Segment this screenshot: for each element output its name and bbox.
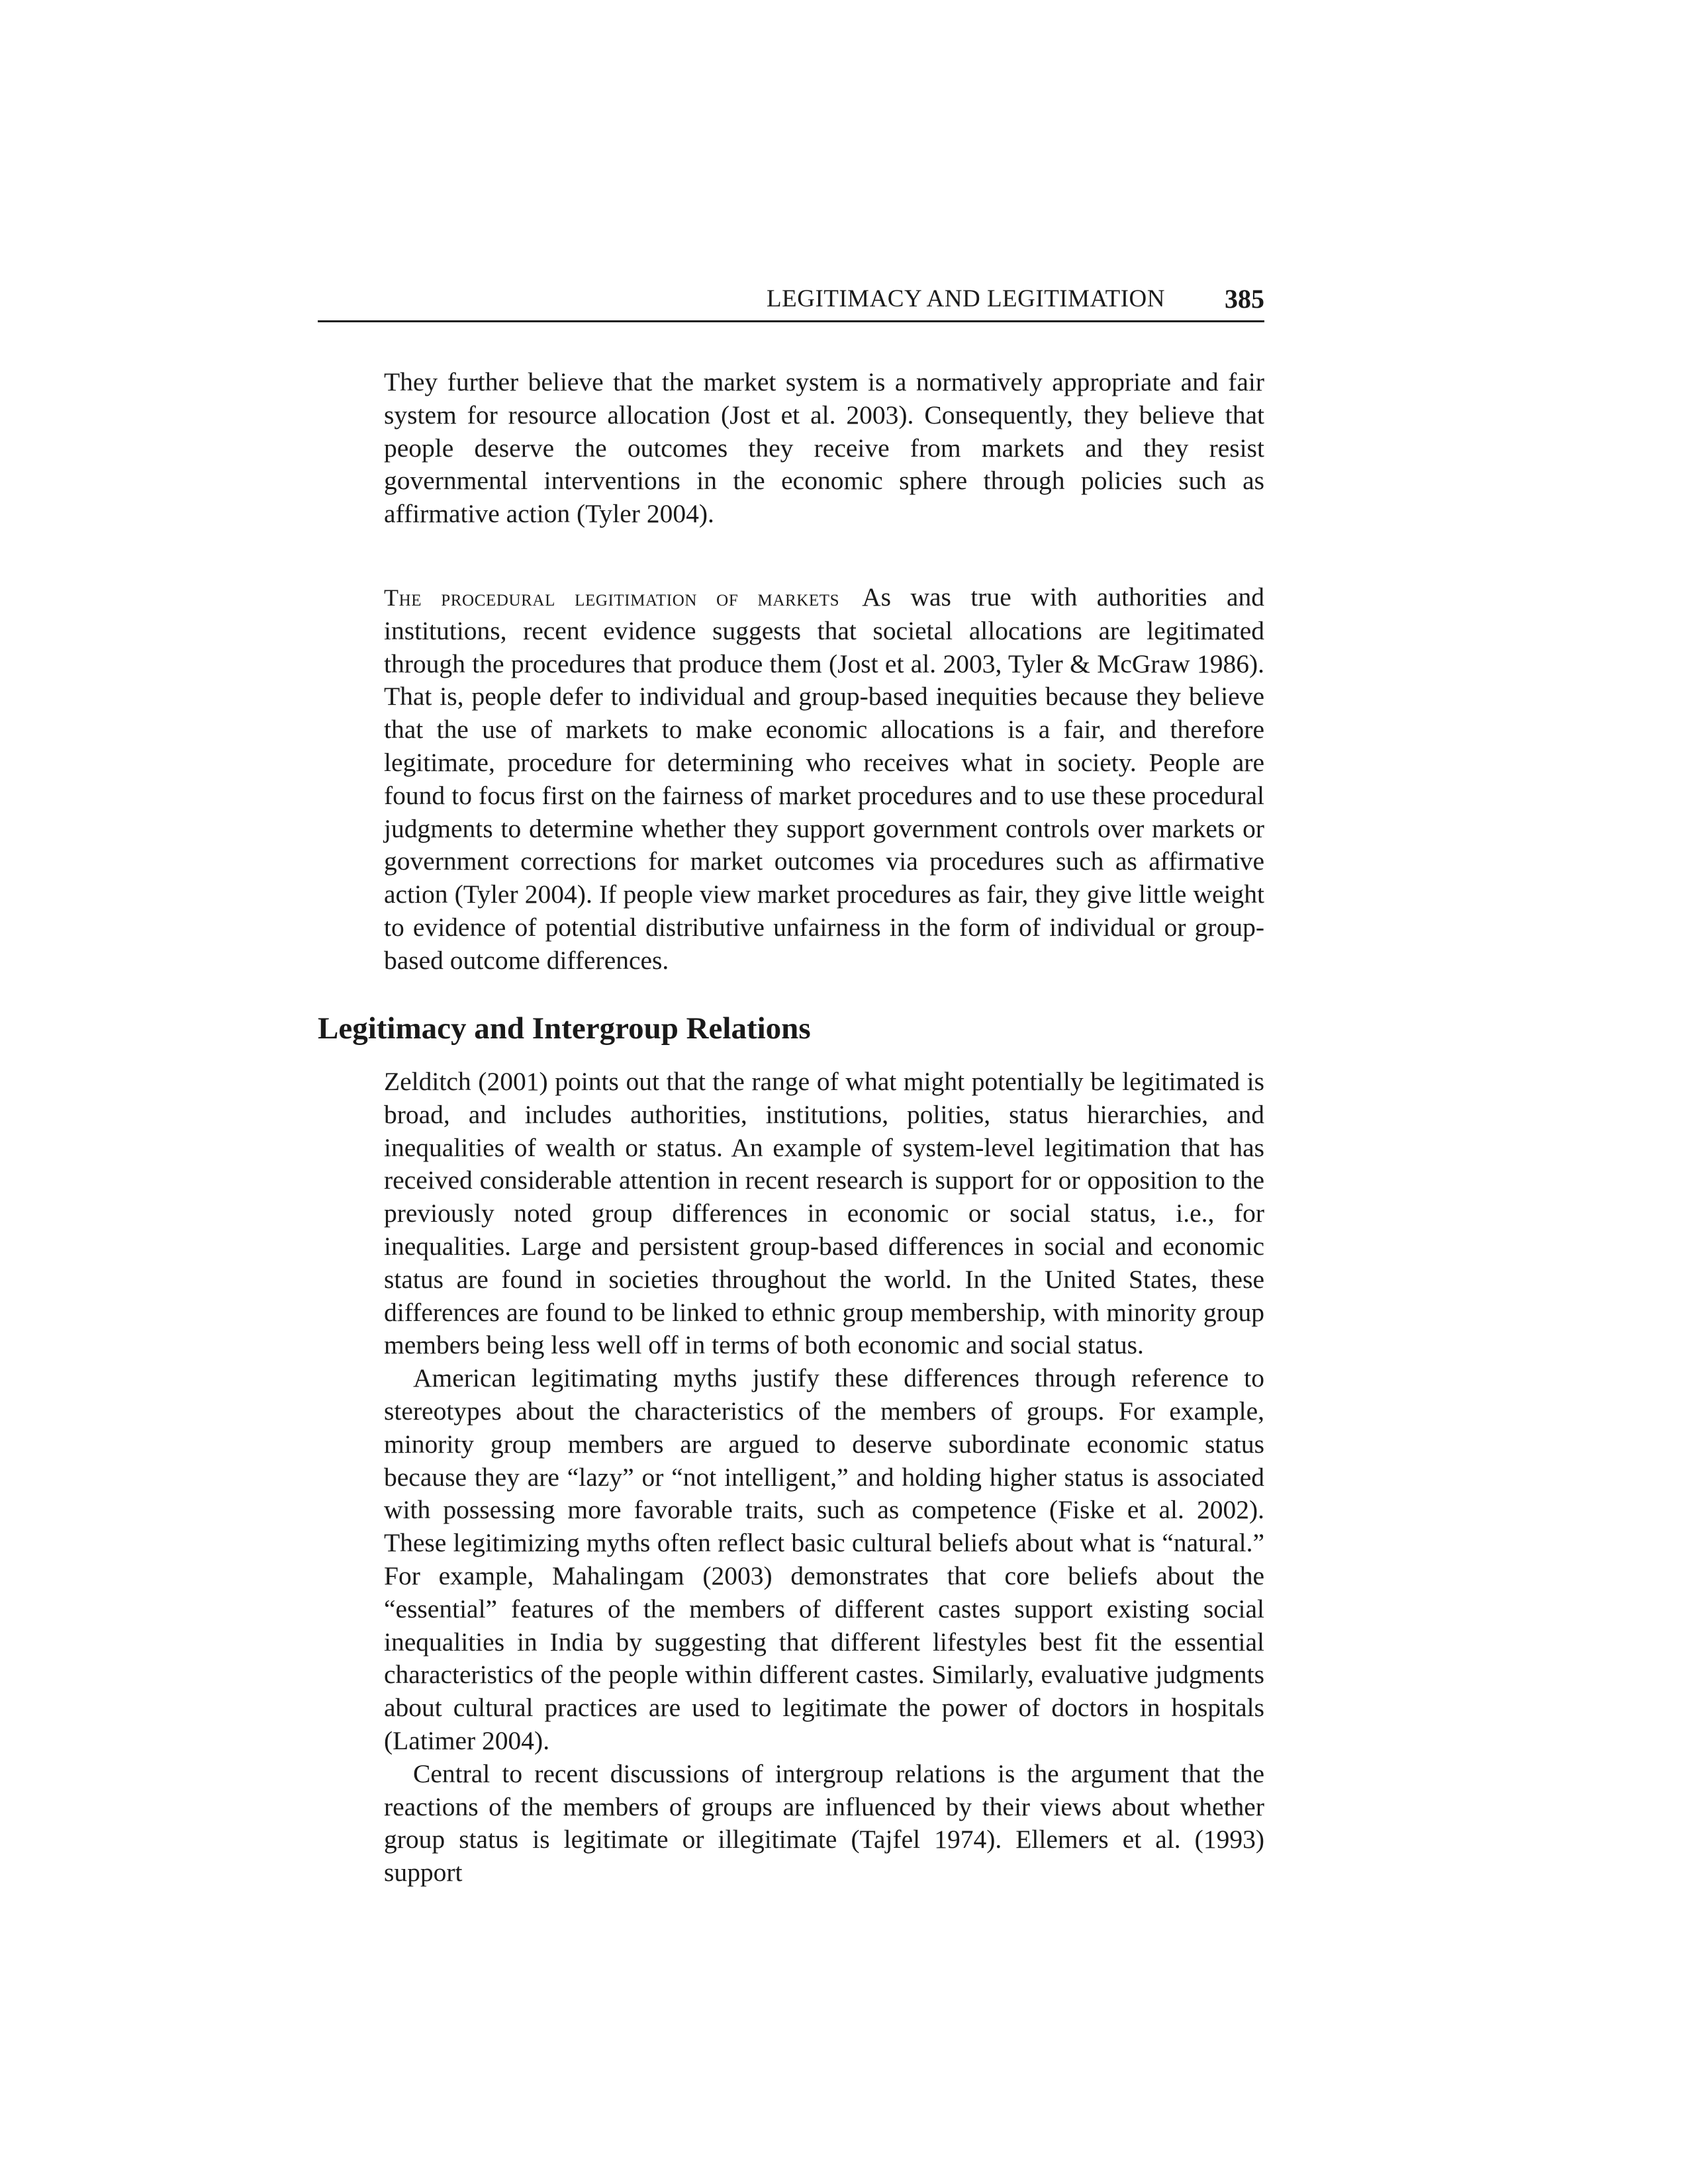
running-title: LEGITIMACY AND LEGITIMATION <box>767 285 1165 312</box>
running-header <box>318 283 1264 322</box>
page-number: 385 <box>1225 284 1264 314</box>
runin-heading: The procedural legitimation of markets <box>384 584 840 611</box>
subsection-block <box>384 581 1264 978</box>
section-paragraph-1: Zelditch (2001) points out that the range of what might potentially be legitimated is broad, and includes authorities, institutions, polities, status hierarchies, and inequalities of wealth or status. An example of system-level legitimation that has received considerable attention in recent research is support for or opposition to the previously noted group differences in economic or social status, i.e., for inequalities. Large and persistent group-based differences in social and economic status are found in societies throughout the world. In the United States, these differences are found to be linked to ethnic group membership, with minority group members being less well off in terms of both economic and social status. <box>384 1067 1264 1360</box>
continued-paragraph-block <box>384 366 1264 531</box>
subsection-text: As was true with authorities and institutions, recent evidence suggests that societal allocations are legitimated through the procedures that produce them (Jost et al. 2003, Tyler & McGraw 1986). That is, people defer to individual and group-based inequities because they believe that the use of markets to make economic allocations is a fair, and therefore legitimate, procedure for determining who receives what in society. People are found to focus first on the fairness of market procedures and to use these procedural judgments to determine whether they support government controls over markets or government corrections for market outcomes via procedures such as affirmative action (Tyler 2004). If people view market procedures as fair, they give little weight to evidence of potential distributive unfairness in the form of individual or group-based outcome differences. <box>384 582 1265 975</box>
section-heading: Legitimacy and Intergroup Relations <box>318 1011 811 1046</box>
subsection-paragraph <box>384 581 1264 978</box>
section-paragraph-2: American legitimating myths justify these differences through reference to stereotypes about the characteristics of the members of groups. For example, minority group members are argued to deserve subordinate economic status because they are “lazy” or “not intelligent,” and holding higher status is associated with possessing more favorable traits, such as competence (Fiske et al. 2002). These legitimizing myths often reflect basic cultural beliefs about what is “natural.” For example, Mahalingam (2003) demonstrates that core beliefs about the “essential” features of the members of different castes support existing social inequalities in India by suggesting that different lifestyles best fit the essential characteristics of the people within different castes. Similarly, evaluative judgments about cultural practices are used to legitimate the power of doctors in hospitals (Latimer 2004). <box>384 1363 1264 1755</box>
section-paragraph-3: Central to recent discussions of intergroup relations is the argument that the reactions of the members of groups are influenced by their views about whether group status is legitimate or illegitimate (Tajfel 1974). Ellemers et al. (1993) support <box>384 1758 1264 1888</box>
paragraph-continued: They further believe that the market system is a normatively appropriate and fair system for resource allocation (Jost et al. 2003). Consequently, they believe that people deserve the outcomes they receive from markets and they resist governmental interventions in the economic sphere through policies such as affirmative action (Tyler 2004). <box>384 367 1264 529</box>
section-body <box>384 1066 1264 1889</box>
